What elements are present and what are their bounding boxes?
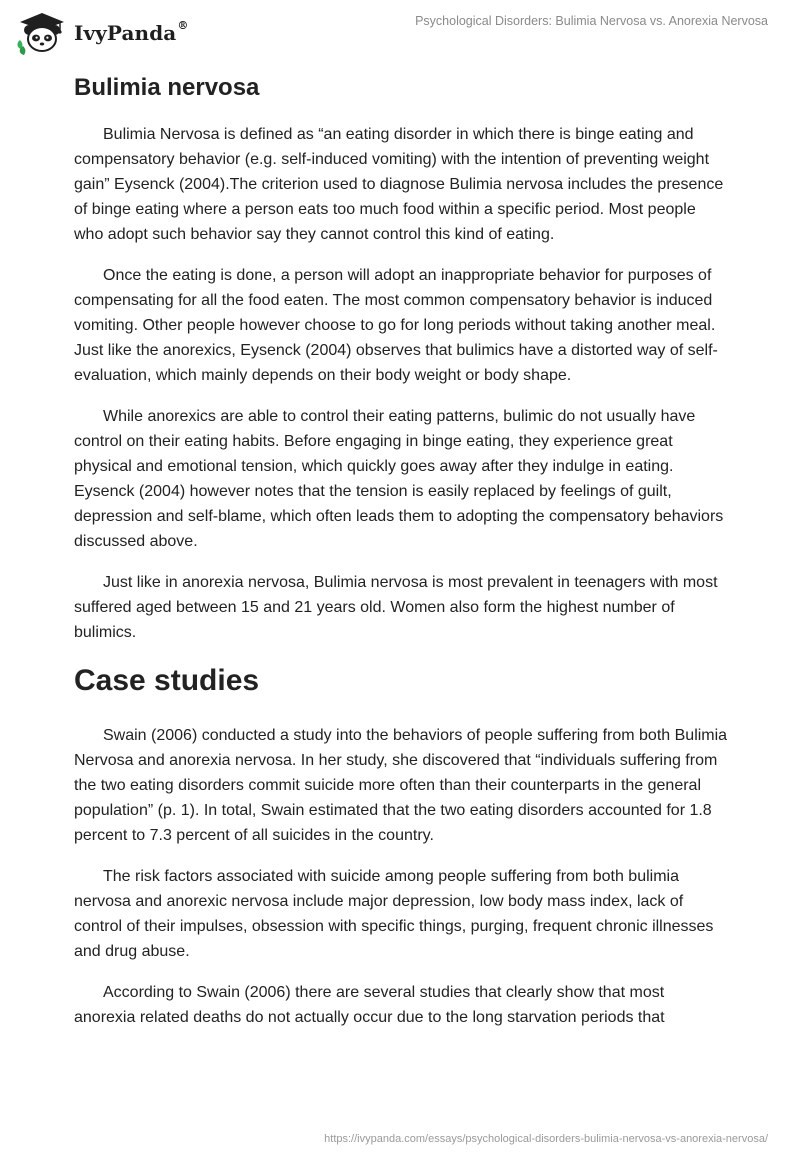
paragraph: Bulimia Nervosa is defined as “an eating disorder in which there is binge eating and compensatory behavior (e.g. self-induced vomiting) with the intention of preventing weight gain” Eysenck (2004).The criterion used to diagnose Bulimia nervosa includes the presence of binge eating where a person eats too much food within a specific period. Most people who adopt such behavior say they cannot control this kind of eating. — [74, 126, 724, 243]
ivypanda-logo[interactable] — [14, 10, 214, 56]
paragraph: According to Swain (2006) there are several studies that clearly show that most anorexia related deaths do not actually occur due to the long starvation periods that — [74, 984, 665, 1026]
section-heading-bulimia: Bulimia nervosa — [74, 74, 260, 101]
paragraph: The risk factors associated with suicide among people suffering from both bulimia nervosa and anorexic nervosa include major depression, low body mass index, lack of control of their impulses, obsession with specific things, purging, frequent chronic illnesses and drug abuse. — [74, 868, 714, 960]
paragraph: Just like in anorexia nervosa, Bulimia nervosa is most prevalent in teenagers with most suffered aged between 15 and 21 years old. Women also form the highest number of bulimics. — [74, 574, 718, 641]
brand-name: IvyPanda® — [74, 19, 189, 45]
paragraph: Swain (2006) conducted a study into the behaviors of people suffering from both Bulimia Nervosa and anorexia nervosa. In her study, she discovered that “individuals suffering from the two eating disorders commit suicide more often than their counterparts in the general population” (p. 1). In total, Swain estimated that the two eating disorders accounted for 1.8 percent to 7.3 percent of all suicides in the country. — [74, 727, 728, 844]
panda-graduate-icon — [14, 10, 70, 56]
paragraph: Once the eating is done, a person will adopt an inappropriate behavior for purposes of compensating for all the food eaten. The most common compensatory behavior is induced vomiting. Other people however choose to go for long periods without taking another meal. Just like the anorexics, Eysenck (2004) observes that bulimics have a distorted way of self-evaluation, which mainly depends on their body weight or body shape. — [74, 267, 718, 384]
essay-content — [74, 72, 728, 1046]
document-title: Psychological Disorders: Bulimia Nervosa vs. Anorexia Nervosa — [415, 14, 768, 28]
page-header — [0, 0, 800, 66]
source-url[interactable]: https://ivypanda.com/essays/psychological-disorders-bulimia-nervosa-vs-anorexia-nervosa/ — [324, 1133, 768, 1145]
paragraph: While anorexics are able to control their eating patterns, bulimic do not usually have control on their eating habits. Before engaging in binge eating, they experience great physical and emotional tension, which quickly goes away after they indulge in eating. Eysenck (2004) however notes that the tension is easily replaced by feelings of guilt, depression and self-blame, which often leads them to adopting the compensatory behaviors discussed above. — [74, 408, 724, 550]
section-heading-case-studies: Case studies — [74, 664, 260, 697]
